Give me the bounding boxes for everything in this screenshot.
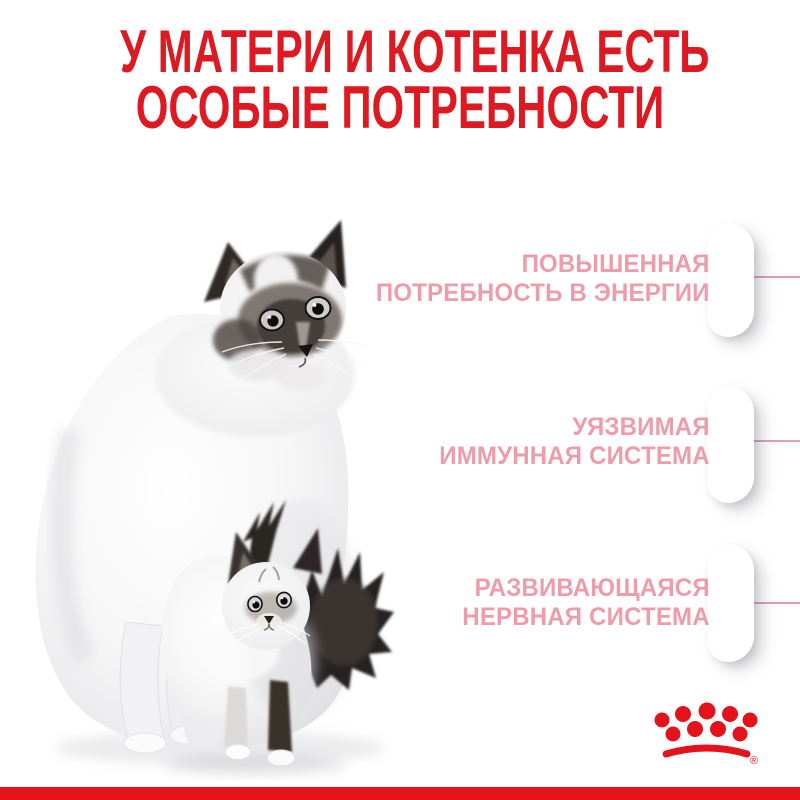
footer-red-bar [0,787,800,800]
callout-immune [440,413,710,471]
callout-connector-line-energy [750,276,800,278]
callout-energy-line-2: ПОТРЕБНОСТЬ В ЭНЕРГИИ [376,279,710,307]
callout-nervous-line-2: НЕРВНАЯ СИСТЕМА [462,603,710,631]
callout-bubble-immune [707,386,754,503]
callout-energy [376,250,710,308]
callout-nervous [463,574,710,632]
callout-bubble-energy [707,223,754,337]
callout-connector-line-immune [750,440,800,442]
callout-energy-line-1: ПОВЫШЕННАЯ [521,250,710,278]
callout-bubble-nervous [707,544,754,662]
callout-connector-line-nervous [750,602,800,604]
callout-nervous-line-1: РАЗВИВАЮЩАЯСЯ [474,574,710,602]
callout-immune-line-2: ИММУННАЯ СИСТЕМА [439,442,710,470]
headline-line-1: У МАТЕРИ И КОТЕНКА ЕСТЬ [120,18,710,85]
callout-immune-line-1: УЯЗВИМАЯ [572,413,710,441]
headline-line-2: ОСОБЫЕ ПОТРЕБНОСТИ [135,74,665,141]
royal-canin-crown-icon [650,700,768,768]
registered-trademark-symbol: ® [749,755,759,767]
page-title [0,18,800,141]
